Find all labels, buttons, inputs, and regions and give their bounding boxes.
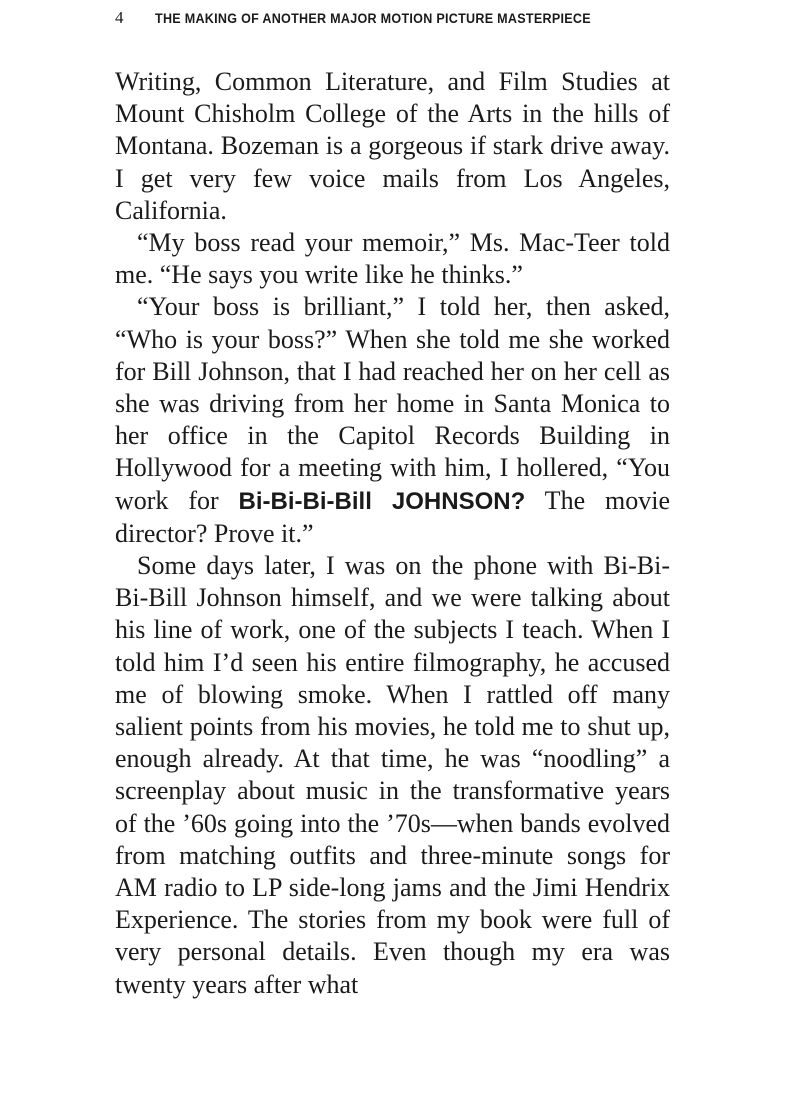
- emphasized-name: Bi-Bi-Bi-Bill JOHNSON?: [238, 487, 526, 515]
- paragraph-3-text-start: “Your boss is brilliant,” I told her, then asked, “Who is your boss?” When she told me she worked for Bill Johnson, that I had reached her on her cell as she was driving from her home in Santa Monica to her office in the Capitol Records Building in Hollywood for a meeting with him, I hollered, “You work for: [115, 292, 670, 515]
- page-number: 4: [115, 8, 124, 27]
- paragraph-3: [115, 291, 670, 550]
- paragraph-4: Some days later, I was on the phone with Bi-Bi-Bi-Bill Johnson himself, and we were talking about his line of work, one of the subjects I teach. When I told him I’d seen his entire filmography, he accused me of blowing smoke. When I rattled off many salient points from his movies, he told me to shut up, enough already. At that time, he was “noodling” a screenplay about music in the transformative years of the ’60s going into the ’70s—when bands evolved from matching outfits and three-minute songs for AM radio to LP side-long jams and the Jimi Hendrix Experience. The stories from my book were full of very personal details. Even though my era was twenty years after what: [115, 551, 670, 999]
- paragraph-3-text-end: The movie director? Prove it.”: [115, 485, 670, 548]
- paragraph-2: “My boss read your memoir,” Ms. Mac-Teer told me. “He says you write like he thinks.”: [115, 228, 670, 290]
- paragraph-1: Writing, Common Literature, and Film Studies at Mount Chisholm College of the Arts in the hills of Montana. Bozeman is a gorgeous if stark drive away. I get very few voice mails from Los Angeles, California.: [115, 67, 670, 225]
- running-head-title: THE MAKING OF ANOTHER MAJOR MOTION PICTURE MASTERPIECE: [155, 11, 591, 26]
- body-text: [115, 66, 670, 1001]
- running-head: [115, 8, 675, 34]
